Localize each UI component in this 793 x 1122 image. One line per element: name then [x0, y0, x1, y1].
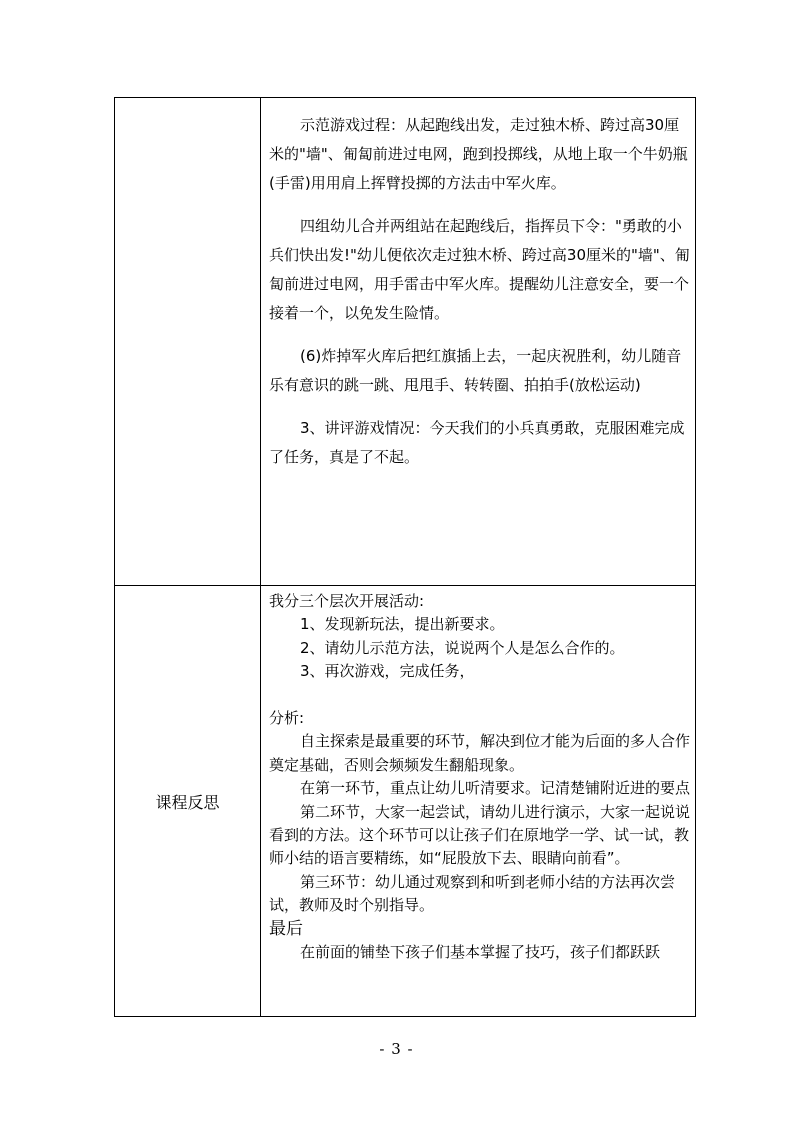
paragraph-review: 3、讲评游戏情况：今天我们的小兵真勇敢，克服困难完成了任务，真是了不起。	[269, 419, 685, 466]
row-content-cell	[261, 586, 696, 1017]
lesson-table	[114, 97, 696, 1017]
step-item: 2、请幼儿示范方法，说说两个人是怎么合作的。	[300, 638, 625, 657]
step-item: 1、发现新玩法，提出新要求。	[300, 615, 505, 634]
page-number: - 3 -	[379, 1040, 414, 1058]
row-label-cell	[115, 98, 261, 586]
blank-line	[269, 684, 691, 707]
paragraph-groups: 四组幼儿合并两组站在起跑线后，指挥员下令："勇敢的小兵们快出发!"幼儿便依次走过独木桥、跨过高30厘米的"墙"、匍匐前进过电网，用手雷击中军火库。提醒幼儿注意安全，要一个接着一个，以免发生险情。	[269, 217, 690, 322]
row-content-cell	[261, 98, 696, 586]
analysis-paragraph: 第三环节：幼儿通过观察到和听到老师小结的方法再次尝试，教师及时个别指导。	[269, 872, 676, 915]
analysis-label: 分析:	[269, 709, 305, 728]
finally-label: 最后	[269, 918, 303, 939]
step-item: 3、再次游戏，完成任务，	[300, 662, 475, 681]
table-row	[115, 98, 696, 586]
analysis-paragraph: 在第一环节，重点让幼儿听清要求。记清楚铺附近进的要点	[300, 779, 691, 798]
analysis-paragraph: 自主探索是最重要的环节，解决到位才能为后面的多人合作奠定基础，否则会频频发生翻船现象。	[269, 732, 691, 774]
intro-text: 我分三个层次开展活动:	[269, 592, 425, 610]
analysis-paragraph: 第二环节，大家一起尝试，请幼儿进行演示，大家一起说说看到的方法。这个环节可以让孩子们在原地学一学、试一试，教师小结的语言要精练，如“屁股放下去、眼睛向前看”。	[269, 802, 691, 868]
paragraph-celebrate: (6)炸掉军火库后把红旗插上去，一起庆祝胜利，幼儿随音乐有意识的跳一跳、甩甩手、转转圈、拍拍手(放松运动)	[269, 347, 682, 394]
reflection-label: 课程反思	[155, 792, 220, 812]
finally-paragraph: 在前面的铺垫下孩子们基本掌握了技巧，孩子们都跃跃	[300, 943, 661, 962]
paragraph-demo: 示范游戏过程：从起跑线出发，走过独木桥、跨过高30厘米的"墙"、匍匐前进过电网，跑到投掷线，从地上取一个牛奶瓶(手雷)用用肩上挥臂投掷的方法击中军火库。	[269, 116, 688, 192]
row-label-cell	[115, 586, 261, 1017]
table-row	[115, 586, 696, 1017]
